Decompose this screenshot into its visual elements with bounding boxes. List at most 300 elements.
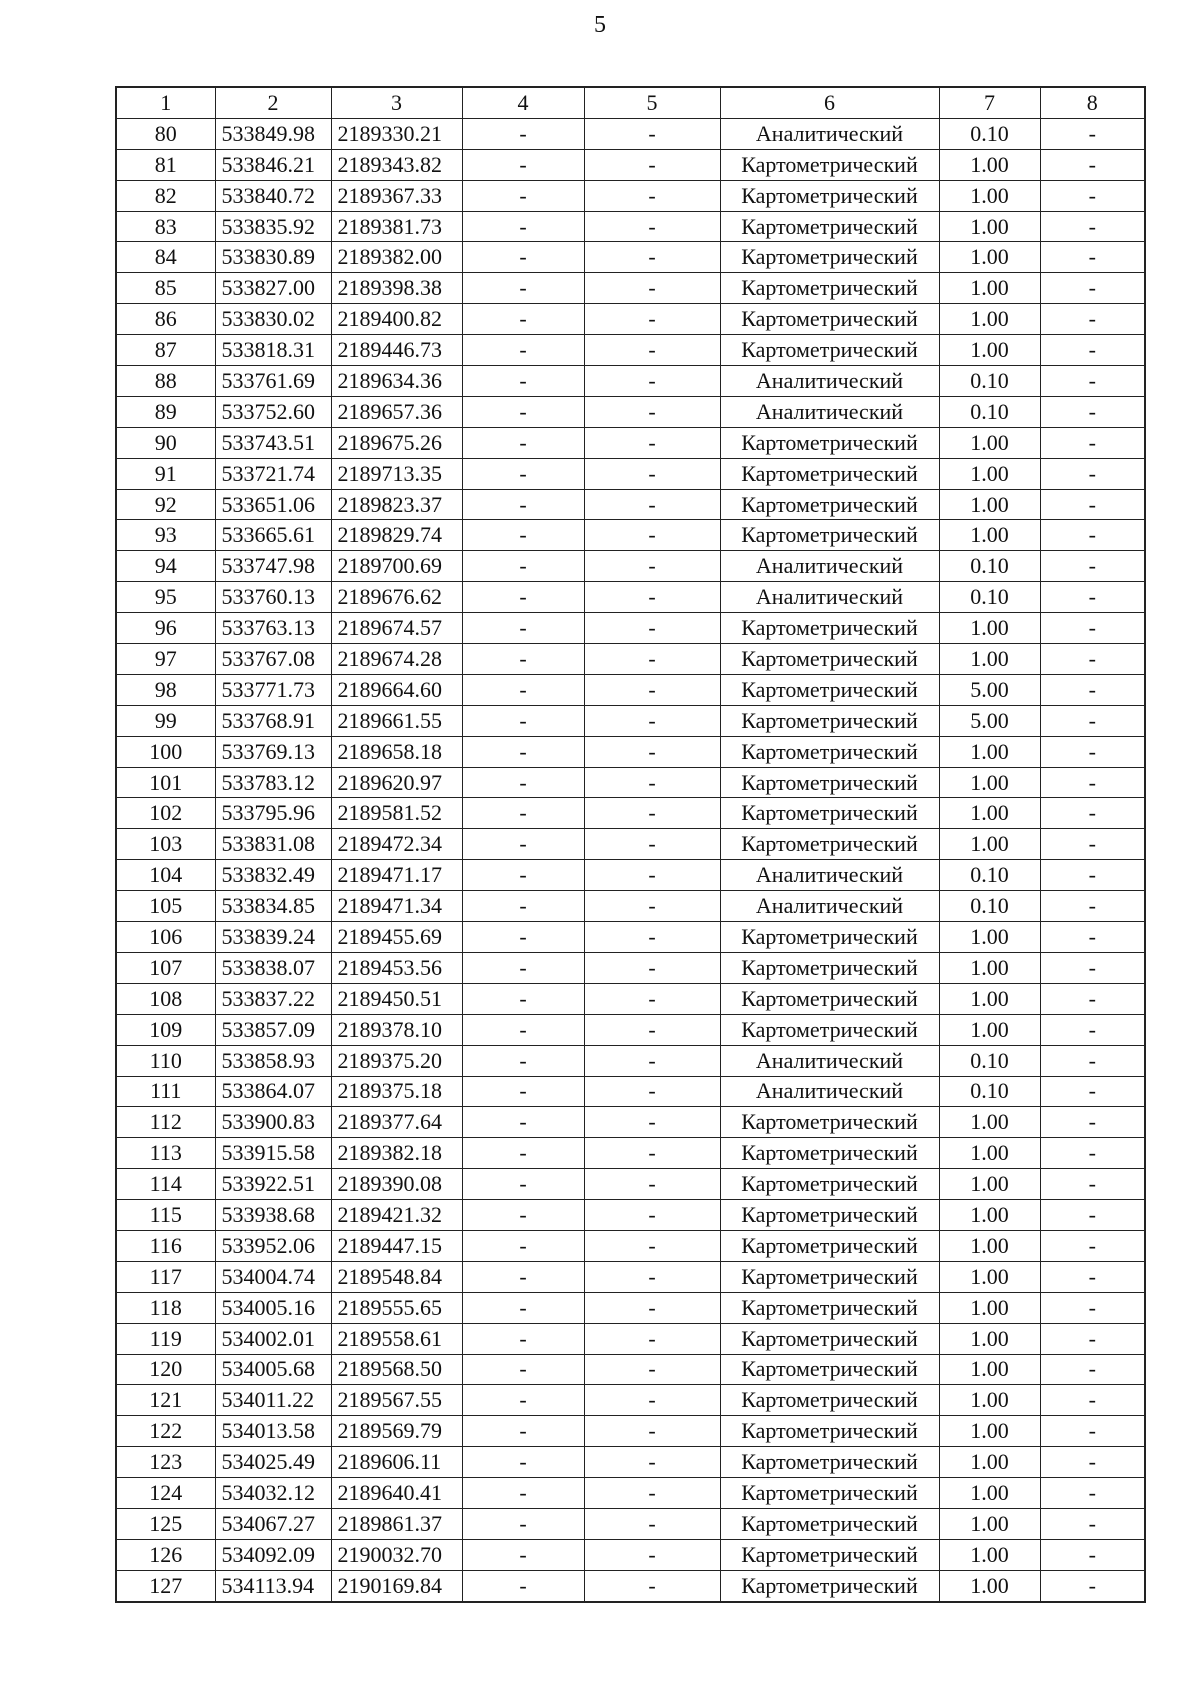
column-4-cell: - [462, 396, 584, 427]
column-5-cell: - [584, 1478, 720, 1509]
point-number-cell: 99 [116, 705, 215, 736]
method-cell: Картометрический [720, 1292, 939, 1323]
table-row [116, 891, 1145, 922]
accuracy-cell: 0.10 [939, 396, 1040, 427]
method-cell: Картометрический [720, 705, 939, 736]
accuracy-cell: 1.00 [939, 335, 1040, 366]
column-8-cell: - [1040, 458, 1145, 489]
table-row [116, 644, 1145, 675]
column-8-cell: - [1040, 1292, 1145, 1323]
column-4-cell: - [462, 1570, 584, 1601]
table-row [116, 304, 1145, 335]
column-8-cell: - [1040, 1014, 1145, 1045]
column-4-cell: - [462, 644, 584, 675]
table-row [116, 458, 1145, 489]
accuracy-cell: 1.00 [939, 736, 1040, 767]
accuracy-cell: 1.00 [939, 1539, 1040, 1570]
method-cell: Картометрический [720, 1200, 939, 1231]
y-coordinate-cell: 2189471.17 [331, 860, 462, 891]
y-coordinate-cell: 2189398.38 [331, 273, 462, 304]
accuracy-cell: 1.00 [939, 1416, 1040, 1447]
accuracy-cell: 1.00 [939, 1508, 1040, 1539]
table-row [116, 1076, 1145, 1107]
column-5-cell: - [584, 1416, 720, 1447]
accuracy-cell: 1.00 [939, 1200, 1040, 1231]
x-coordinate-cell: 533839.24 [215, 922, 331, 953]
method-cell: Картометрический [720, 180, 939, 211]
accuracy-cell: 1.00 [939, 613, 1040, 644]
table-row [116, 1478, 1145, 1509]
column-5-cell: - [584, 798, 720, 829]
method-cell: Картометрический [720, 1385, 939, 1416]
column-8-cell: - [1040, 798, 1145, 829]
accuracy-cell: 0.10 [939, 582, 1040, 613]
x-coordinate-cell: 533818.31 [215, 335, 331, 366]
column-5-cell: - [584, 1169, 720, 1200]
column-4-cell: - [462, 1200, 584, 1231]
x-coordinate-cell: 533857.09 [215, 1014, 331, 1045]
column-4-cell: - [462, 860, 584, 891]
accuracy-cell: 1.00 [939, 1323, 1040, 1354]
column-8-cell: - [1040, 1230, 1145, 1261]
column-8-cell: - [1040, 1138, 1145, 1169]
column-4-cell: - [462, 1447, 584, 1478]
page-number: 5 [594, 12, 606, 38]
column-5-cell: - [584, 705, 720, 736]
x-coordinate-cell: 533830.89 [215, 242, 331, 273]
point-number-cell: 112 [116, 1107, 215, 1138]
x-coordinate-cell: 533827.00 [215, 273, 331, 304]
table-row [116, 1045, 1145, 1076]
x-coordinate-cell: 533743.51 [215, 427, 331, 458]
point-number-cell: 108 [116, 983, 215, 1014]
accuracy-cell: 1.00 [939, 427, 1040, 458]
column-8-cell: - [1040, 273, 1145, 304]
x-coordinate-cell: 534025.49 [215, 1447, 331, 1478]
accuracy-cell: 1.00 [939, 767, 1040, 798]
accuracy-cell: 0.10 [939, 1045, 1040, 1076]
column-4-cell: - [462, 1354, 584, 1385]
y-coordinate-cell: 2189450.51 [331, 983, 462, 1014]
accuracy-cell: 1.00 [939, 1014, 1040, 1045]
column-8-cell: - [1040, 582, 1145, 613]
x-coordinate-cell: 534113.94 [215, 1570, 331, 1601]
method-cell: Аналитический [720, 891, 939, 922]
y-coordinate-cell: 2189620.97 [331, 767, 462, 798]
point-number-cell: 102 [116, 798, 215, 829]
column-8-cell: - [1040, 1076, 1145, 1107]
accuracy-cell: 1.00 [939, 304, 1040, 335]
column-8-cell: - [1040, 1354, 1145, 1385]
x-coordinate-cell: 533767.08 [215, 644, 331, 675]
point-number-cell: 106 [116, 922, 215, 953]
y-coordinate-cell: 2189330.21 [331, 118, 462, 149]
y-coordinate-cell: 2189713.35 [331, 458, 462, 489]
column-8-cell: - [1040, 1539, 1145, 1570]
point-number-cell: 97 [116, 644, 215, 675]
x-coordinate-cell: 533747.98 [215, 551, 331, 582]
table-row [116, 242, 1145, 273]
x-coordinate-cell: 533763.13 [215, 613, 331, 644]
column-4-cell: - [462, 1539, 584, 1570]
method-cell: Картометрический [720, 767, 939, 798]
method-cell: Картометрический [720, 1230, 939, 1261]
x-coordinate-cell: 533752.60 [215, 396, 331, 427]
table-row [116, 1447, 1145, 1478]
column-8-cell: - [1040, 983, 1145, 1014]
point-number-cell: 125 [116, 1508, 215, 1539]
column-5-cell: - [584, 674, 720, 705]
column-4-cell: - [462, 1230, 584, 1261]
y-coordinate-cell: 2189661.55 [331, 705, 462, 736]
table-row [116, 366, 1145, 397]
y-coordinate-cell: 2189421.32 [331, 1200, 462, 1231]
x-coordinate-cell: 533858.93 [215, 1045, 331, 1076]
accuracy-cell: 1.00 [939, 1138, 1040, 1169]
column-4-cell: - [462, 551, 584, 582]
column-5-cell: - [584, 1138, 720, 1169]
column-5-cell: - [584, 242, 720, 273]
table-row [116, 1323, 1145, 1354]
point-number-cell: 121 [116, 1385, 215, 1416]
column-header: 2 [215, 87, 331, 118]
column-4-cell: - [462, 1045, 584, 1076]
column-8-cell: - [1040, 1508, 1145, 1539]
method-cell: Аналитический [720, 860, 939, 891]
point-number-cell: 90 [116, 427, 215, 458]
column-5-cell: - [584, 211, 720, 242]
method-cell: Картометрический [720, 922, 939, 953]
x-coordinate-cell: 533915.58 [215, 1138, 331, 1169]
x-coordinate-cell: 533849.98 [215, 118, 331, 149]
column-4-cell: - [462, 1292, 584, 1323]
y-coordinate-cell: 2189472.34 [331, 829, 462, 860]
method-cell: Картометрический [720, 149, 939, 180]
column-8-cell: - [1040, 366, 1145, 397]
column-4-cell: - [462, 335, 584, 366]
method-cell: Картометрический [720, 1261, 939, 1292]
column-8-cell: - [1040, 1261, 1145, 1292]
table-row [116, 1354, 1145, 1385]
method-cell: Картометрический [720, 242, 939, 273]
table-row [116, 983, 1145, 1014]
table-row [116, 922, 1145, 953]
y-coordinate-cell: 2189569.79 [331, 1416, 462, 1447]
column-5-cell: - [584, 335, 720, 366]
y-coordinate-cell: 2189446.73 [331, 335, 462, 366]
column-8-cell: - [1040, 644, 1145, 675]
column-5-cell: - [584, 582, 720, 613]
table-row [116, 1570, 1145, 1601]
column-4-cell: - [462, 458, 584, 489]
column-8-cell: - [1040, 1169, 1145, 1200]
x-coordinate-cell: 533783.12 [215, 767, 331, 798]
column-5-cell: - [584, 489, 720, 520]
table-row [116, 520, 1145, 551]
x-coordinate-cell: 533768.91 [215, 705, 331, 736]
x-coordinate-cell: 534032.12 [215, 1478, 331, 1509]
method-cell: Картометрический [720, 1107, 939, 1138]
point-number-cell: 84 [116, 242, 215, 273]
point-number-cell: 105 [116, 891, 215, 922]
x-coordinate-cell: 533864.07 [215, 1076, 331, 1107]
column-5-cell: - [584, 1323, 720, 1354]
table-row [116, 1416, 1145, 1447]
column-5-cell: - [584, 520, 720, 551]
x-coordinate-cell: 533838.07 [215, 952, 331, 983]
y-coordinate-cell: 2189581.52 [331, 798, 462, 829]
point-number-cell: 115 [116, 1200, 215, 1231]
point-number-cell: 120 [116, 1354, 215, 1385]
column-5-cell: - [584, 1076, 720, 1107]
accuracy-cell: 1.00 [939, 1385, 1040, 1416]
method-cell: Аналитический [720, 1045, 939, 1076]
table-row [116, 736, 1145, 767]
y-coordinate-cell: 2189640.41 [331, 1478, 462, 1509]
table-row [116, 613, 1145, 644]
accuracy-cell: 0.10 [939, 860, 1040, 891]
table-row [116, 952, 1145, 983]
column-8-cell: - [1040, 1323, 1145, 1354]
y-coordinate-cell: 2189657.36 [331, 396, 462, 427]
point-number-cell: 114 [116, 1169, 215, 1200]
column-4-cell: - [462, 1478, 584, 1509]
column-8-cell: - [1040, 335, 1145, 366]
table-row [116, 674, 1145, 705]
column-4-cell: - [462, 613, 584, 644]
table-row [116, 1014, 1145, 1045]
x-coordinate-cell: 533938.68 [215, 1200, 331, 1231]
table-row [116, 829, 1145, 860]
y-coordinate-cell: 2189674.57 [331, 613, 462, 644]
x-coordinate-cell: 534013.58 [215, 1416, 331, 1447]
column-8-cell: - [1040, 489, 1145, 520]
column-5-cell: - [584, 736, 720, 767]
column-5-cell: - [584, 1107, 720, 1138]
table-row [116, 1385, 1145, 1416]
column-8-cell: - [1040, 149, 1145, 180]
method-cell: Картометрический [720, 983, 939, 1014]
accuracy-cell: 1.00 [939, 273, 1040, 304]
column-4-cell: - [462, 674, 584, 705]
y-coordinate-cell: 2189823.37 [331, 489, 462, 520]
column-8-cell: - [1040, 118, 1145, 149]
y-coordinate-cell: 2189455.69 [331, 922, 462, 953]
y-coordinate-cell: 2189375.18 [331, 1076, 462, 1107]
column-4-cell: - [462, 1261, 584, 1292]
column-8-cell: - [1040, 1447, 1145, 1478]
column-5-cell: - [584, 551, 720, 582]
table-row [116, 211, 1145, 242]
column-4-cell: - [462, 1107, 584, 1138]
accuracy-cell: 1.00 [939, 798, 1040, 829]
point-number-cell: 118 [116, 1292, 215, 1323]
accuracy-cell: 1.00 [939, 1478, 1040, 1509]
y-coordinate-cell: 2189453.56 [331, 952, 462, 983]
method-cell: Картометрический [720, 1138, 939, 1169]
column-header: 1 [116, 87, 215, 118]
method-cell: Картометрический [720, 674, 939, 705]
table-row [116, 1107, 1145, 1138]
accuracy-cell: 1.00 [939, 1261, 1040, 1292]
y-coordinate-cell: 2189568.50 [331, 1354, 462, 1385]
y-coordinate-cell: 2189471.34 [331, 891, 462, 922]
table-row [116, 118, 1145, 149]
point-number-cell: 116 [116, 1230, 215, 1261]
point-number-cell: 104 [116, 860, 215, 891]
x-coordinate-cell: 533900.83 [215, 1107, 331, 1138]
column-5-cell: - [584, 149, 720, 180]
x-coordinate-cell: 533837.22 [215, 983, 331, 1014]
point-number-cell: 122 [116, 1416, 215, 1447]
column-5-cell: - [584, 829, 720, 860]
y-coordinate-cell: 2189634.36 [331, 366, 462, 397]
method-cell: Картометрический [720, 613, 939, 644]
method-cell: Картометрический [720, 1323, 939, 1354]
column-8-cell: - [1040, 180, 1145, 211]
method-cell: Аналитический [720, 582, 939, 613]
method-cell: Картометрический [720, 952, 939, 983]
accuracy-cell: 0.10 [939, 118, 1040, 149]
column-4-cell: - [462, 798, 584, 829]
column-4-cell: - [462, 1508, 584, 1539]
column-5-cell: - [584, 273, 720, 304]
accuracy-cell: 0.10 [939, 891, 1040, 922]
column-4-cell: - [462, 118, 584, 149]
method-cell: Картометрический [720, 1169, 939, 1200]
point-number-cell: 100 [116, 736, 215, 767]
accuracy-cell: 1.00 [939, 644, 1040, 675]
column-4-cell: - [462, 891, 584, 922]
x-coordinate-cell: 533721.74 [215, 458, 331, 489]
accuracy-cell: 0.10 [939, 366, 1040, 397]
column-5-cell: - [584, 1447, 720, 1478]
point-number-cell: 93 [116, 520, 215, 551]
column-8-cell: - [1040, 613, 1145, 644]
x-coordinate-cell: 534067.27 [215, 1508, 331, 1539]
accuracy-cell: 0.10 [939, 551, 1040, 582]
column-5-cell: - [584, 767, 720, 798]
accuracy-cell: 1.00 [939, 1230, 1040, 1261]
column-5-cell: - [584, 644, 720, 675]
column-8-cell: - [1040, 1045, 1145, 1076]
column-header: 3 [331, 87, 462, 118]
method-cell: Картометрический [720, 736, 939, 767]
method-cell: Картометрический [720, 211, 939, 242]
column-8-cell: - [1040, 891, 1145, 922]
column-8-cell: - [1040, 674, 1145, 705]
y-coordinate-cell: 2189382.18 [331, 1138, 462, 1169]
method-cell: Картометрический [720, 520, 939, 551]
table-row [116, 705, 1145, 736]
column-4-cell: - [462, 1385, 584, 1416]
method-cell: Картометрический [720, 458, 939, 489]
method-cell: Аналитический [720, 366, 939, 397]
column-4-cell: - [462, 273, 584, 304]
column-8-cell: - [1040, 242, 1145, 273]
table-row [116, 798, 1145, 829]
column-4-cell: - [462, 1323, 584, 1354]
y-coordinate-cell: 2189377.64 [331, 1107, 462, 1138]
method-cell: Картометрический [720, 1447, 939, 1478]
method-cell: Картометрический [720, 427, 939, 458]
column-header: 8 [1040, 87, 1145, 118]
x-coordinate-cell: 533769.13 [215, 736, 331, 767]
point-number-cell: 127 [116, 1570, 215, 1601]
method-cell: Картометрический [720, 273, 939, 304]
y-coordinate-cell: 2189555.65 [331, 1292, 462, 1323]
column-4-cell: - [462, 489, 584, 520]
column-5-cell: - [584, 304, 720, 335]
column-8-cell: - [1040, 1200, 1145, 1231]
column-5-cell: - [584, 396, 720, 427]
table-row [116, 1169, 1145, 1200]
column-4-cell: - [462, 520, 584, 551]
column-8-cell: - [1040, 396, 1145, 427]
x-coordinate-cell: 534002.01 [215, 1323, 331, 1354]
table-row [116, 489, 1145, 520]
accuracy-cell: 1.00 [939, 211, 1040, 242]
accuracy-cell: 1.00 [939, 242, 1040, 273]
table-row [116, 1261, 1145, 1292]
method-cell: Аналитический [720, 118, 939, 149]
point-number-cell: 110 [116, 1045, 215, 1076]
column-4-cell: - [462, 149, 584, 180]
y-coordinate-cell: 2190169.84 [331, 1570, 462, 1601]
x-coordinate-cell: 533760.13 [215, 582, 331, 613]
method-cell: Картометрический [720, 1570, 939, 1601]
column-5-cell: - [584, 891, 720, 922]
column-8-cell: - [1040, 1478, 1145, 1509]
point-number-cell: 117 [116, 1261, 215, 1292]
point-number-cell: 95 [116, 582, 215, 613]
method-cell: Картометрический [720, 304, 939, 335]
column-header: 5 [584, 87, 720, 118]
y-coordinate-cell: 2189367.33 [331, 180, 462, 211]
point-number-cell: 124 [116, 1478, 215, 1509]
column-8-cell: - [1040, 520, 1145, 551]
x-coordinate-cell: 533840.72 [215, 180, 331, 211]
x-coordinate-cell: 533952.06 [215, 1230, 331, 1261]
column-4-cell: - [462, 1138, 584, 1169]
column-4-cell: - [462, 705, 584, 736]
accuracy-cell: 1.00 [939, 149, 1040, 180]
column-8-cell: - [1040, 736, 1145, 767]
accuracy-cell: 1.00 [939, 180, 1040, 211]
point-number-cell: 92 [116, 489, 215, 520]
x-coordinate-cell: 533830.02 [215, 304, 331, 335]
column-8-cell: - [1040, 427, 1145, 458]
column-4-cell: - [462, 304, 584, 335]
column-5-cell: - [584, 1200, 720, 1231]
point-number-cell: 98 [116, 674, 215, 705]
column-8-cell: - [1040, 829, 1145, 860]
method-cell: Картометрический [720, 1508, 939, 1539]
table-row [116, 551, 1145, 582]
column-5-cell: - [584, 118, 720, 149]
table-row [116, 767, 1145, 798]
y-coordinate-cell: 2189382.00 [331, 242, 462, 273]
x-coordinate-cell: 533832.49 [215, 860, 331, 891]
point-number-cell: 126 [116, 1539, 215, 1570]
y-coordinate-cell: 2189606.11 [331, 1447, 462, 1478]
method-cell: Аналитический [720, 1076, 939, 1107]
method-cell: Аналитический [720, 396, 939, 427]
column-4-cell: - [462, 1076, 584, 1107]
column-8-cell: - [1040, 1385, 1145, 1416]
point-number-cell: 111 [116, 1076, 215, 1107]
column-8-cell: - [1040, 860, 1145, 891]
